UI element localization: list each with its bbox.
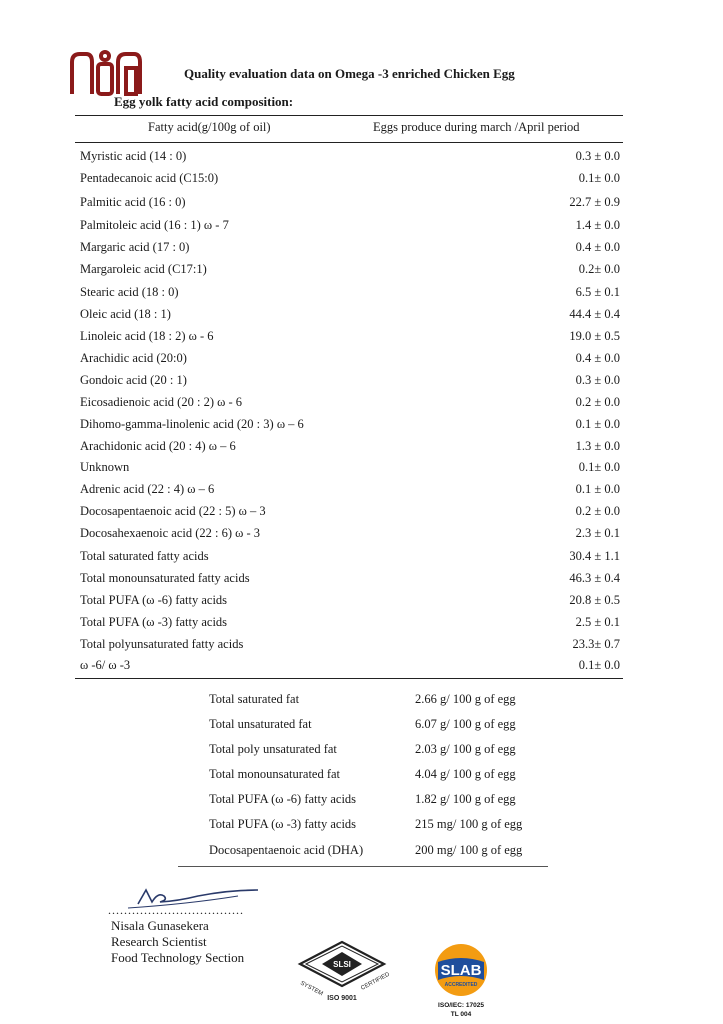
fatty-acid-name: Myristic acid (14 : 0): [80, 149, 187, 163]
table-row: [80, 329, 620, 351]
summary-row: [209, 817, 549, 842]
summary-bottom-rule: [178, 866, 548, 867]
fatty-acid-name: Total monounsaturated fatty acids: [80, 571, 250, 585]
table-row: [80, 218, 620, 240]
summary-value: 1.82 g/ 100 g of egg: [415, 792, 516, 806]
summary-value: 4.04 g/ 100 g of egg: [415, 767, 516, 781]
slsi-iso9001-certification-logo: [292, 938, 392, 1004]
fatty-acid-value: 44.4 ± 0.4: [569, 307, 620, 321]
table-row: [80, 549, 620, 571]
summary-label: Total PUFA (ω -3) fatty acids: [209, 817, 357, 831]
fatty-acid-name: Total PUFA (ω -6) fatty acids: [80, 593, 228, 607]
summary-value: 2.03 g/ 100 g of egg: [415, 742, 516, 756]
summary-row: [209, 792, 549, 817]
table-row: [80, 460, 620, 482]
summary-label: Docosapentaenoic acid (DHA): [209, 843, 364, 857]
table-row: [80, 571, 620, 593]
fatty-acid-value: 0.1± 0.0: [578, 658, 620, 672]
fatty-acid-value: 20.8 ± 0.5: [569, 593, 620, 607]
fatty-acid-name: Total PUFA (ω -3) fatty acids: [80, 615, 228, 629]
fatty-acid-value: 0.1 ± 0.0: [575, 482, 620, 496]
fatty-acid-value: 1.3 ± 0.0: [575, 439, 620, 453]
table-row: [80, 395, 620, 417]
summary-label: Total unsaturated fat: [209, 717, 312, 731]
fatty-acid-name: Docosahexaenoic acid (22 : 6) ω - 3: [80, 526, 261, 540]
summary-value: 200 mg/ 100 g of egg: [415, 843, 523, 857]
slab-accreditation-logo: [420, 940, 502, 1020]
table-bottom-rule: [75, 678, 623, 679]
document-title: Quality evaluation data on Omega -3 enriched Chicken Egg: [184, 66, 515, 81]
summary-label: Total poly unsaturated fat: [209, 742, 337, 756]
summary-row: [209, 717, 549, 742]
fatty-acid-value: 23.3± 0.7: [572, 637, 620, 651]
fatty-acid-value: 0.2 ± 0.0: [575, 504, 620, 518]
fatty-acid-value: 22.7 ± 0.9: [569, 195, 620, 209]
summary-row: [209, 692, 549, 717]
fatty-acid-value: 0.4 ± 0.0: [575, 240, 620, 254]
signatory-role: Research Scientist: [111, 934, 207, 949]
fatty-acid-name: Dihomo-gamma-linolenic acid (20 : 3) ω – 6: [80, 417, 304, 431]
table-row: [80, 526, 620, 548]
table-row: [80, 482, 620, 504]
fatty-acid-name: Margaric acid (17 : 0): [80, 240, 190, 254]
fatty-acid-name: Gondoic acid (20 : 1): [80, 373, 187, 387]
slab-tl: TL 004: [450, 1011, 472, 1018]
fatty-acid-name: ω -6/ ω -3: [80, 658, 131, 672]
table-row: [80, 504, 620, 526]
summary-row: [209, 767, 549, 792]
fatty-acid-name: Pentadecanoic acid (C15:0): [80, 171, 219, 185]
table-row: [80, 351, 620, 373]
fatty-acid-name: Palmitic acid (16 : 0): [80, 195, 186, 209]
fatty-acid-value: 30.4 ± 1.1: [569, 549, 620, 563]
table-row: [80, 593, 620, 615]
fatty-acid-name: Stearic acid (18 : 0): [80, 285, 179, 299]
table-row: [80, 262, 620, 284]
slsi-text: SLSI: [333, 960, 351, 969]
summary-label: Total saturated fat: [209, 692, 300, 706]
summary-label: Total monounsaturated fat: [209, 767, 341, 781]
summary-row: [209, 843, 549, 868]
fatty-acid-value: 1.4 ± 0.0: [575, 218, 620, 232]
fatty-acid-value: 0.3 ± 0.0: [575, 373, 620, 387]
table-subtitle: Egg yolk fatty acid composition:: [114, 94, 294, 109]
table-row: [80, 637, 620, 659]
iti-logo: [68, 48, 152, 98]
table-row: [80, 195, 620, 217]
table-row: [80, 307, 620, 329]
fatty-acid-value: 19.0 ± 0.5: [569, 329, 620, 343]
table-row: [80, 285, 620, 307]
fatty-acid-name: Arachidic acid (20:0): [80, 351, 187, 365]
table-row: [80, 373, 620, 395]
slsi-standard: ISO 9001: [327, 995, 357, 1002]
summary-value: 2.66 g/ 100 g of egg: [415, 692, 516, 706]
table-header-rule: [75, 142, 623, 143]
fatty-acid-name: Oleic acid (18 : 1): [80, 307, 171, 321]
table-row: [80, 240, 620, 262]
table-row: [80, 439, 620, 461]
table-row: [80, 171, 620, 193]
column-header-fatty-acid: Fatty acid(g/100g of oil): [148, 120, 271, 134]
fatty-acid-name: Margaroleic acid (C17:1): [80, 262, 207, 276]
fatty-acid-value: 0.2 ± 0.0: [575, 395, 620, 409]
summary-row: [209, 742, 549, 767]
table-row: [80, 149, 620, 171]
fatty-acid-value: 0.1± 0.0: [578, 171, 620, 185]
fatty-acid-value: 0.1 ± 0.0: [575, 417, 620, 431]
summary-label: Total PUFA (ω -6) fatty acids: [209, 792, 357, 806]
fatty-acid-name: Linoleic acid (18 : 2) ω - 6: [80, 329, 214, 343]
signature-line: ..................................: [108, 903, 244, 917]
fatty-acid-value: 6.5 ± 0.1: [575, 285, 620, 299]
signatory-name: Nisala Gunasekera: [111, 918, 209, 933]
fatty-acid-name: Total polyunsaturated fatty acids: [80, 637, 244, 651]
slab-text: SLAB: [440, 962, 482, 979]
fatty-acid-value: 0.1± 0.0: [578, 460, 620, 474]
fatty-acid-name: Eicosadienoic acid (20 : 2) ω - 6: [80, 395, 242, 409]
fatty-acid-value: 0.3 ± 0.0: [575, 149, 620, 163]
slab-accredited: ACCREDITED: [444, 982, 478, 988]
summary-value: 215 mg/ 100 g of egg: [415, 817, 523, 831]
fatty-acid-value: 0.4 ± 0.0: [575, 351, 620, 365]
signatory-section: Food Technology Section: [111, 950, 245, 965]
fatty-acid-name: Unknown: [80, 460, 130, 474]
fatty-acid-name: Total saturated fatty acids: [80, 549, 209, 563]
slab-iso: ISO/IEC: 17025: [438, 1002, 484, 1009]
slsi-arc-left: SYSTEM: [299, 980, 324, 998]
summary-value: 6.07 g/ 100 g of egg: [415, 717, 516, 731]
fatty-acid-name: Arachidonic acid (20 : 4) ω – 6: [80, 439, 236, 453]
fatty-acid-name: Palmitoleic acid (16 : 1) ω - 7: [80, 218, 229, 232]
slsi-arc-right: CERTIFIED: [360, 971, 391, 992]
table-row: [80, 658, 620, 680]
fatty-acid-name: Docosapentaenoic acid (22 : 5) ω – 3: [80, 504, 266, 518]
column-header-value: Eggs produce during march /April period: [373, 120, 580, 134]
table-row: [80, 615, 620, 637]
fatty-acid-value: 0.2± 0.0: [578, 262, 620, 276]
fatty-acid-name: Adrenic acid (22 : 4) ω – 6: [80, 482, 215, 496]
fatty-acid-value: 46.3 ± 0.4: [569, 571, 620, 585]
fatty-acid-value: 2.3 ± 0.1: [575, 526, 620, 540]
table-top-rule: [75, 115, 623, 116]
table-row: [80, 417, 620, 439]
fatty-acid-value: 2.5 ± 0.1: [575, 615, 620, 629]
